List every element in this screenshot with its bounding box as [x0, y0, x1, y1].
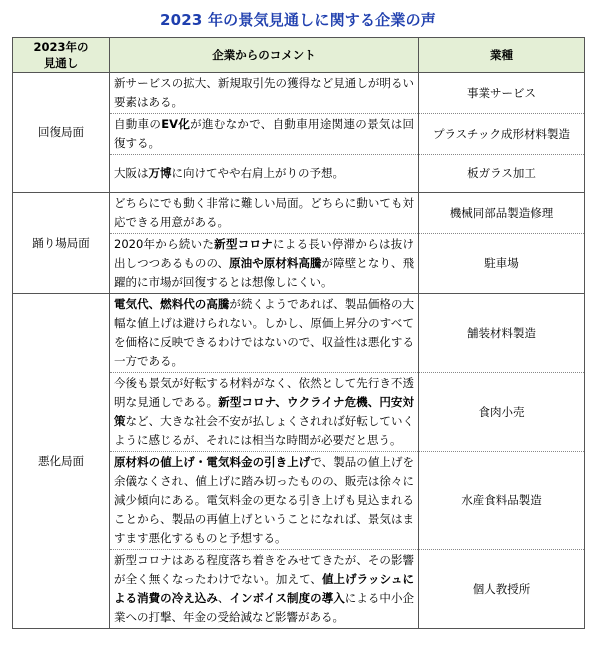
company-comment — [110, 155, 419, 193]
header-outlook-line1: 2023年の — [33, 40, 89, 54]
company-comment — [110, 73, 419, 114]
comment-emphasis: 電気代、燃料代の高騰 — [114, 297, 230, 311]
comment-emphasis: 新型コロナ、ウクライナ危機、円安対策 — [114, 395, 414, 428]
comment-emphasis: 原油や原材料高騰 — [229, 256, 322, 270]
outlook-category: 悪化局面 — [13, 294, 110, 629]
company-comment — [110, 193, 419, 234]
industry-name: 板ガラス加工 — [419, 155, 585, 193]
header-outlook — [13, 38, 110, 73]
header-row — [13, 38, 585, 73]
table-row — [13, 294, 585, 373]
industry-name: 機械同部品製造修理 — [419, 193, 585, 234]
comment-text: 2020年から続いた — [114, 237, 215, 251]
comment-text: が障壁となり、飛躍的に市場が回復するとは想像しにくい。 — [114, 256, 414, 289]
page-title: 2023 年の景気見通しに関する企業の声 — [160, 11, 436, 29]
header-industry: 業種 — [419, 38, 585, 73]
header-comment: 企業からのコメント — [110, 38, 419, 73]
comment-text: に向けてやや右肩上がりの予想。 — [171, 166, 344, 180]
header-outlook-line2: 見通し — [43, 56, 79, 70]
industry-name: 食肉小売 — [419, 373, 585, 452]
comment-text: など、大きな社会不安が払しょくされれば好転していくように感じるが、それには相当な時間が必要だと思う。 — [114, 414, 415, 447]
table-body — [13, 73, 585, 629]
comment-text: で、製品の値上げを余儀なくされ、値上げに踏み切ったものの、販売は徐々に減少傾向にある。電気料金の更なる引き上げも見込まれることから、製品の再値上げということになれば、景気はますます悪化するものと予想する。 — [114, 455, 414, 545]
comment-emphasis: 値上げラッシュによる消費の冷え込み — [114, 572, 414, 605]
company-comment — [110, 234, 419, 294]
company-comment — [110, 550, 419, 629]
company-comment — [110, 294, 419, 373]
comment-text: どちらにでも動く非常に難しい局面。どちらに動いても対応できる用意がある。 — [114, 196, 414, 229]
industry-name: 舗装材料製造 — [419, 294, 585, 373]
company-voices-table — [12, 37, 585, 629]
company-comment — [110, 452, 419, 550]
comment-emphasis: 万博 — [148, 166, 172, 180]
industry-name: 個人教授所 — [419, 550, 585, 629]
industry-name: プラスチック成形材料製造 — [419, 114, 585, 155]
company-comment — [110, 373, 419, 452]
comment-emphasis: 新型コロナ — [214, 237, 274, 251]
comment-text: による長い停滞からは抜け出しつつあるものの、 — [114, 237, 415, 270]
table-row — [13, 193, 585, 234]
industry-name: 駐車場 — [419, 234, 585, 294]
comment-emphasis: EV化 — [161, 117, 191, 131]
table-row — [13, 73, 585, 114]
comment-text: が続くようであれば、製品価格の大幅な値上げは避けられない。しかし、原価上昇分のすべてを価格に反映できるわけではないので、収益性は悪化する一方である。 — [114, 297, 415, 368]
comment-text: 新サービスの拡大、新規取引先の獲得など見通しが明るい要素はある。 — [114, 76, 414, 109]
comment-text: 自動車の — [114, 117, 162, 131]
comment-emphasis: 原材料の値上げ・電気料金の引き上げ — [114, 455, 311, 469]
comment-text: が進むなかで、自動車用途関連の景気は回復する。 — [114, 117, 414, 150]
company-comment — [110, 114, 419, 155]
outlook-category: 回復局面 — [13, 73, 110, 193]
comment-text: 、 — [217, 591, 230, 605]
industry-name: 事業サービス — [419, 73, 585, 114]
comment-text: による中小企業への打撃、年金の受給減など影響がある。 — [114, 591, 415, 624]
comment-emphasis: インボイス制度の導入 — [229, 591, 345, 605]
outlook-category: 踊り場局面 — [13, 193, 110, 294]
comment-text: 大阪は — [114, 166, 149, 180]
comment-text: 新型コロナはある程度落ち着きをみせてきたが、その影響が全く無くなったわけでない。加えて、 — [114, 553, 414, 586]
industry-name: 水産食料品製造 — [419, 452, 585, 550]
comment-text: 今後も景気が好転する材料がなく、依然として先行き不透明な見通しである。 — [114, 376, 414, 409]
